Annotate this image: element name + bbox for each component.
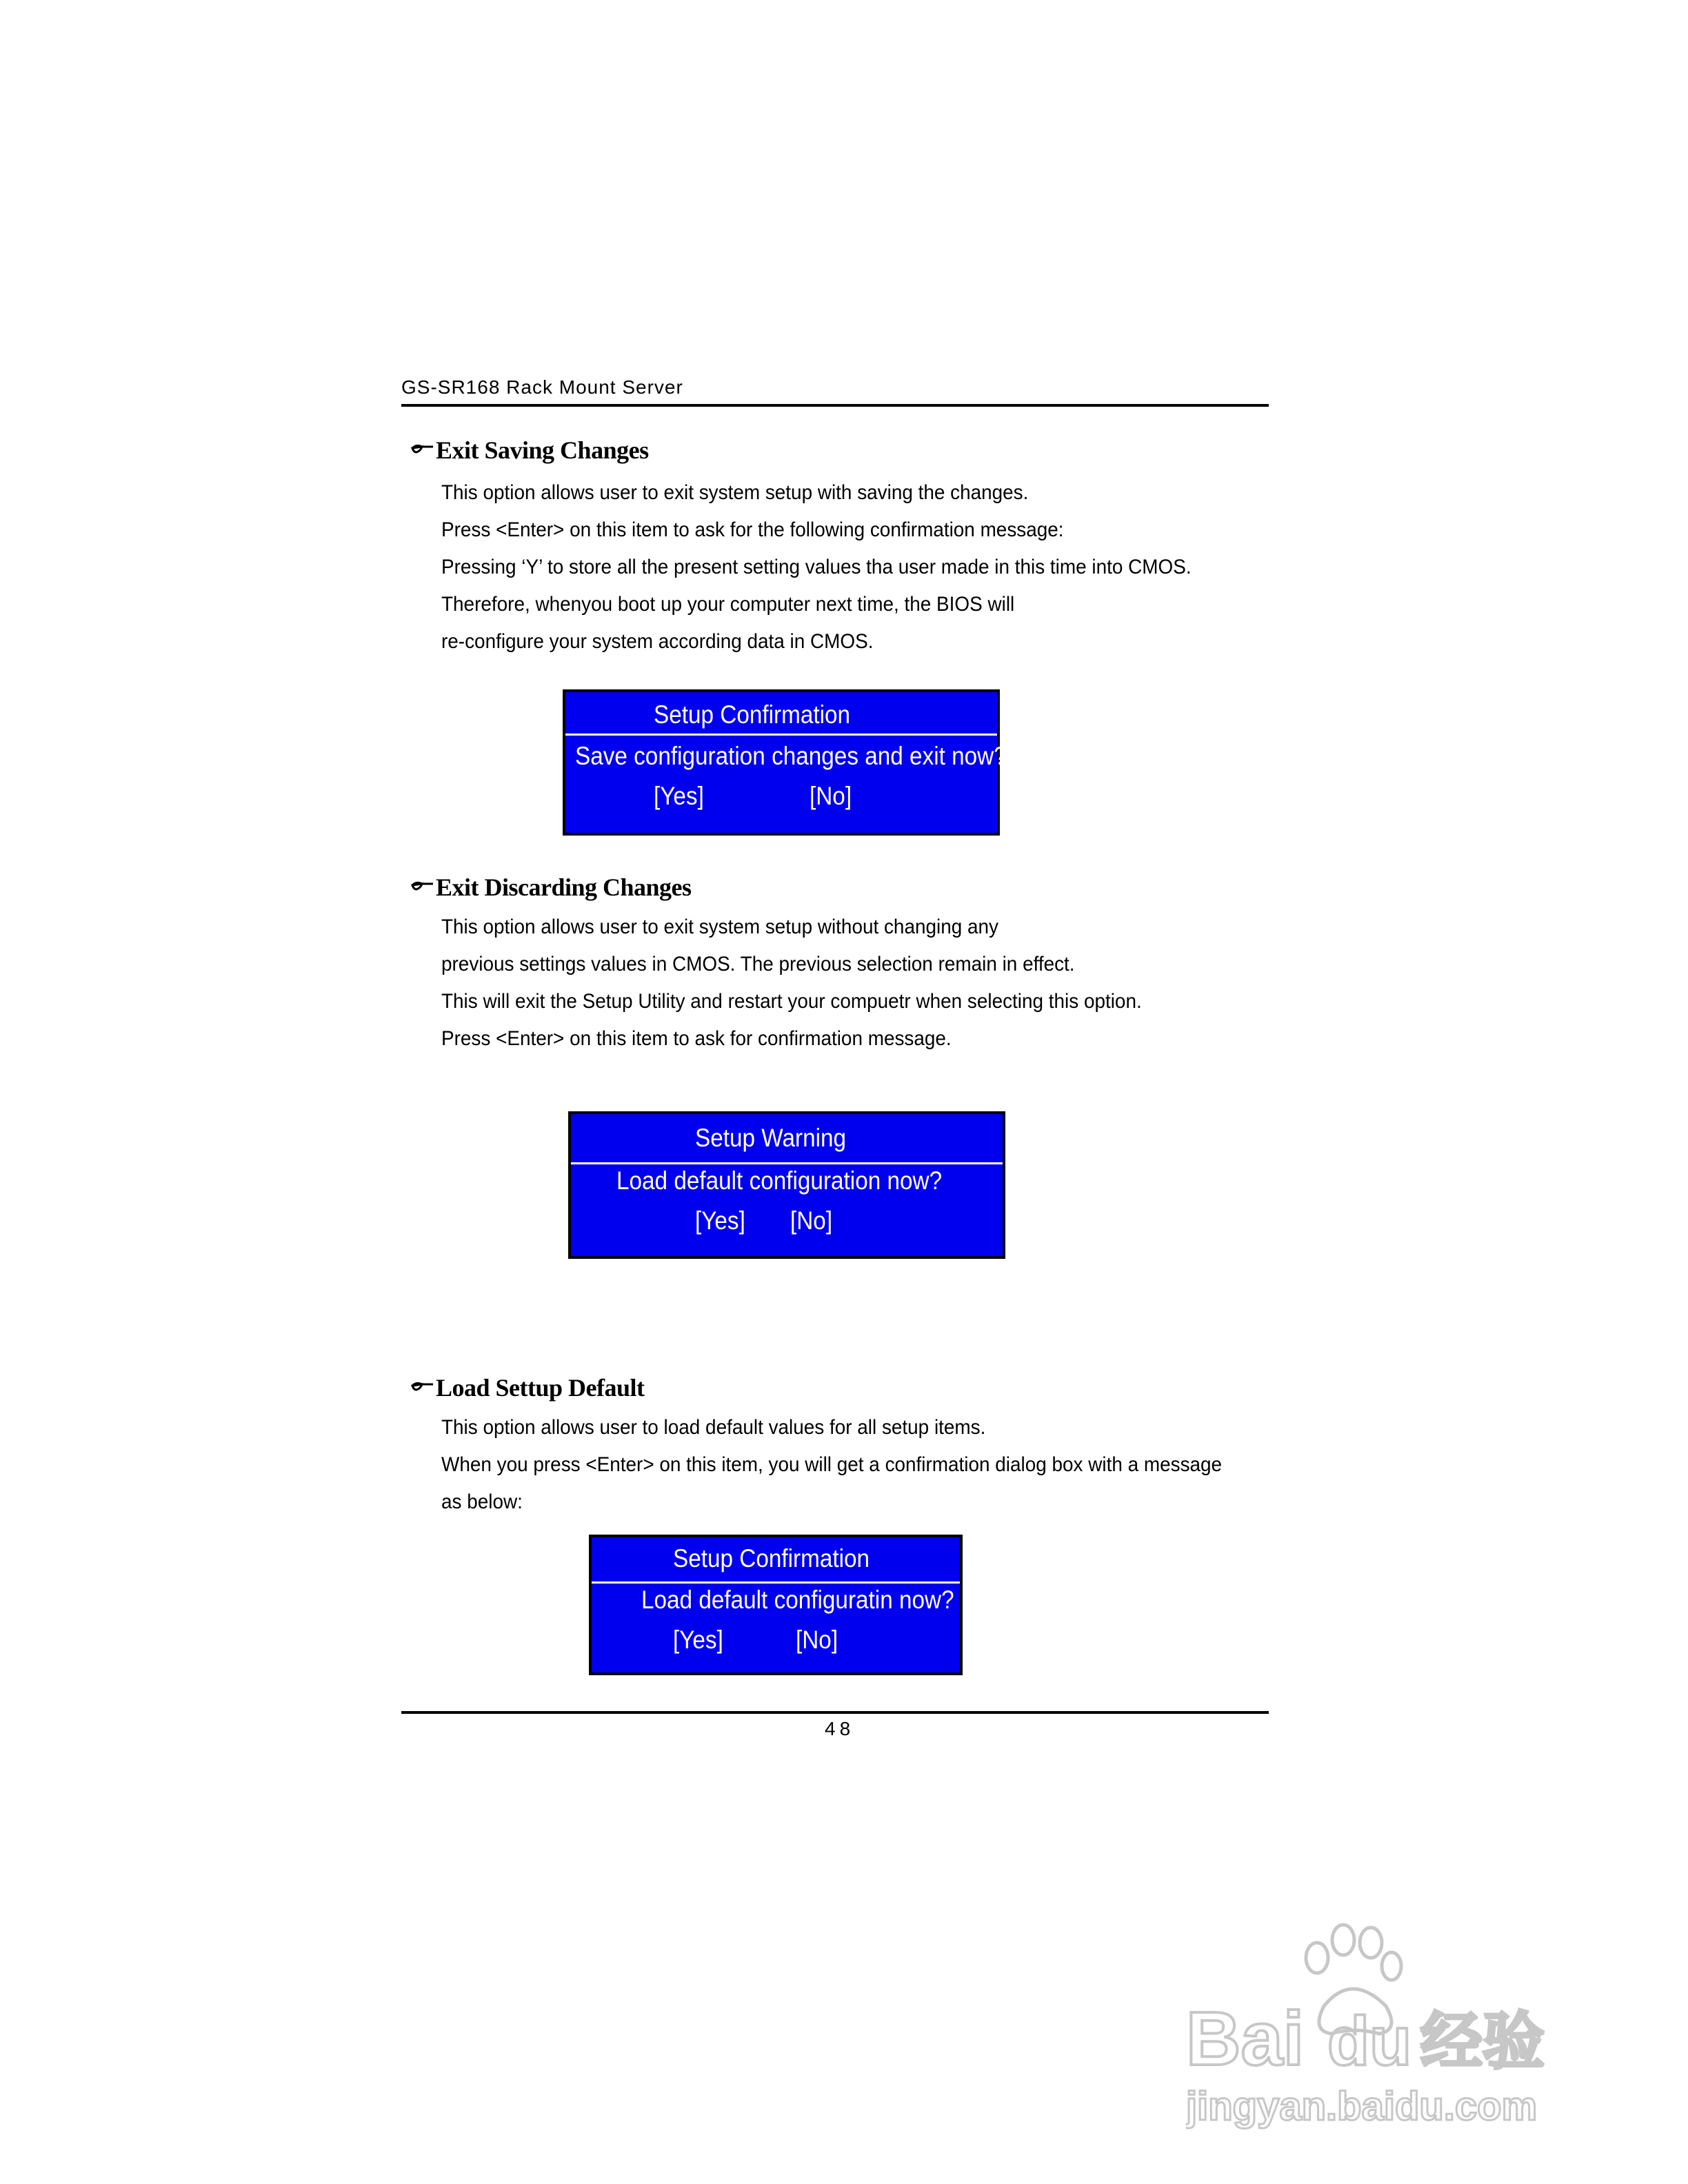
yes-button[interactable]: [Yes] <box>654 782 704 810</box>
header-rule <box>401 404 1269 407</box>
body-line: Pressing ‘Y’ to store all the present setting values tha user made in this time into CMOS. <box>441 556 1192 578</box>
no-button[interactable]: [No] <box>796 1626 838 1654</box>
dialog-message: Save configuration changes and exit now? <box>575 742 1007 770</box>
section-title-text: Load Settup Default <box>436 1374 645 1402</box>
section-title-exit-discarding <box>411 873 692 902</box>
svg-text:Bai: Bai <box>1186 1996 1305 2081</box>
svg-text:jingyan.baidu.com: jingyan.baidu.com <box>1186 2084 1538 2129</box>
page-number: 48 <box>825 1718 855 1739</box>
body-line: When you press <Enter> on this item, you will get a confirmation dialog box with a message <box>441 1453 1223 1476</box>
section-title-text: Exit Saving Changes <box>436 436 649 464</box>
section-title-text: Exit Discarding Changes <box>436 873 692 901</box>
no-button[interactable]: [No] <box>790 1206 833 1235</box>
svg-text:经验: 经验 <box>1420 2005 1545 2078</box>
no-button[interactable]: [No] <box>810 782 852 810</box>
section-body-exit-saving <box>441 474 1192 660</box>
load-default-confirmation-dialog <box>589 1535 963 1675</box>
body-line: as below: <box>441 1490 523 1513</box>
baidu-watermark-logo <box>1186 1910 1572 2137</box>
dialog-divider <box>565 734 997 736</box>
svg-text:du: du <box>1327 2003 1412 2080</box>
dialog-message: Load default configuratin now? <box>641 1586 954 1614</box>
body-line: This option allows user to exit system setup with saving the changes. <box>441 481 1029 504</box>
section-body-exit-discarding <box>441 909 1142 1058</box>
body-line: Therefore, whenyou boot up your computer next time, the BIOS will <box>441 593 1015 616</box>
pointing-hand-icon <box>411 880 434 895</box>
body-line: This will exit the Setup Utility and restart your compuetr when selecting this option. <box>441 990 1142 1013</box>
pointing-hand-icon <box>411 1380 434 1395</box>
dialog-divider <box>571 1162 1003 1164</box>
dialog-title: Setup Confirmation <box>654 700 851 729</box>
body-line: This option allows user to load default values for all setup items. <box>441 1416 986 1439</box>
dialog-divider <box>592 1581 960 1584</box>
document-header: GS-SR168 Rack Mount Server <box>401 376 683 398</box>
pointing-hand-icon <box>411 443 434 458</box>
body-line: Press <Enter> on this item to ask for confirmation message. <box>441 1027 952 1050</box>
body-line: re-configure your system according data in CMOS. <box>441 630 874 653</box>
section-title-exit-saving <box>411 436 649 465</box>
setup-confirmation-dialog <box>563 689 1007 836</box>
dialog-message: Load default configuration now? <box>616 1166 943 1195</box>
section-body-load-default <box>441 1409 1222 1521</box>
body-line: Press <Enter> on this item to ask for the following confirmation message: <box>441 518 1064 541</box>
section-title-load-default <box>411 1373 645 1402</box>
yes-button[interactable]: [Yes] <box>695 1206 745 1235</box>
body-line: previous settings values in CMOS. The previous selection remain in effect. <box>441 953 1075 975</box>
dialog-title: Setup Confirmation <box>673 1544 870 1573</box>
footer-rule <box>401 1711 1269 1714</box>
yes-button[interactable]: [Yes] <box>673 1626 723 1654</box>
body-line: This option allows user to exit system setup without changing any <box>441 916 998 938</box>
dialog-title: Setup Warning <box>695 1124 847 1152</box>
setup-warning-dialog <box>568 1111 1005 1259</box>
